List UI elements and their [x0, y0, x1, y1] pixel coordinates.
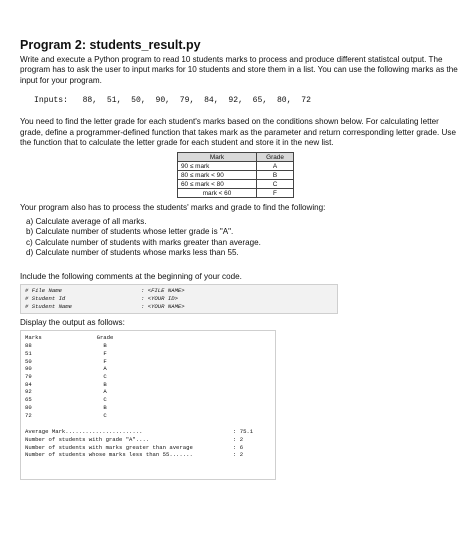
output-mark: 88	[25, 342, 32, 350]
output-row	[25, 373, 271, 381]
output-mark: 79	[25, 372, 32, 380]
grade-letter: A	[257, 162, 294, 171]
grade-range: 80 ≤ mark < 90	[178, 171, 257, 180]
page-title: Program 2: students_result.py	[20, 38, 201, 52]
summary-label: Number of students whose marks less than 55.......	[25, 451, 193, 459]
output-grade: C	[103, 396, 107, 404]
output-grade: F	[103, 357, 107, 365]
output-row	[25, 358, 271, 366]
input-value: 72	[301, 96, 311, 106]
output-grade: C	[103, 372, 107, 380]
summary-label: Average Mark.......................	[25, 428, 143, 436]
comment-line	[25, 303, 333, 311]
output-grade: C	[103, 411, 107, 419]
grade-table-header-grade: Grade	[257, 153, 294, 162]
output-mark: 90	[25, 365, 32, 373]
task-list	[20, 217, 460, 259]
comments-code-box	[20, 284, 338, 314]
task-item: a) Calculate average of all marks.	[26, 216, 147, 226]
input-value: 90,	[155, 96, 171, 106]
inputs-line	[34, 96, 460, 105]
output-row	[25, 365, 271, 373]
output-row	[25, 350, 271, 358]
output-mark: 50	[25, 357, 32, 365]
grade-table-row	[178, 189, 294, 198]
output-row	[25, 388, 271, 396]
output-label: Display the output as follows:	[20, 318, 125, 328]
summary-label: Number of students with grade "A"....	[25, 435, 150, 443]
process-intro: Your program also has to process the students' marks and grade to find the following:	[20, 203, 326, 213]
output-mark: 92	[25, 388, 32, 396]
comments-label: Include the following comments at the beginning of your code.	[20, 272, 242, 282]
output-mark: 84	[25, 380, 32, 388]
output-summary	[25, 428, 271, 459]
grade-range: 60 ≤ mark < 80	[178, 180, 257, 189]
comment-key: # File Name	[25, 287, 62, 295]
inputs-label: Inputs:	[34, 96, 68, 106]
input-value: 79,	[179, 96, 195, 106]
grade-table	[177, 152, 294, 198]
output-grade: F	[103, 349, 107, 357]
summary-label: Number of students with marks greater than average	[25, 443, 193, 451]
summary-line	[25, 451, 271, 459]
grade-instructions: You need to find the letter grade for each student's marks based on the conditions shown below. For calculating letter grade, define a programmer-defined function that takes mark as the parameter and return corresponding letter grade. Use the function that to calculate the letter grade for each student and store it in the new list.	[20, 117, 456, 148]
grade-letter: C	[257, 180, 294, 189]
output-grade: B	[103, 403, 107, 411]
grade-letter: F	[257, 189, 294, 198]
comment-line	[25, 287, 333, 295]
summary-line	[25, 444, 271, 452]
summary-line	[25, 428, 271, 436]
output-mark: 51	[25, 349, 32, 357]
grade-table-header	[178, 153, 294, 162]
intro-paragraph: Write and execute a Python program to read 10 students marks to process and produce different statistcal output. The program has to ask the user to input marks for 10 students and store them in a list. You can use the following marks as the input for your program.	[20, 55, 458, 85]
summary-value: : 2	[233, 435, 244, 443]
grade-table-row	[178, 171, 294, 180]
output-row	[25, 404, 271, 412]
output-grade: B	[103, 380, 107, 388]
comment-value: : <YOUR ID>	[141, 295, 178, 303]
comment-line	[25, 295, 333, 303]
grade-letter: B	[257, 171, 294, 180]
input-value: 51,	[106, 96, 122, 106]
grade-range: mark < 60	[178, 189, 257, 198]
summary-value: : 75.1	[233, 428, 254, 436]
output-header	[25, 334, 271, 342]
output-mark: 72	[25, 411, 32, 419]
output-mark: 80	[25, 403, 32, 411]
grade-table-row	[178, 162, 294, 171]
output-grade: A	[103, 365, 107, 373]
output-grade: B	[103, 342, 107, 350]
input-value: 50,	[131, 96, 146, 106]
output-header-grade: Grade	[96, 334, 114, 342]
task-item: d) Calculate number of students whose marks less than 55.	[26, 248, 239, 258]
comment-key: # Student Id	[25, 295, 66, 303]
comment-key: # Student Name	[25, 303, 72, 311]
output-mark: 65	[25, 396, 32, 404]
output-grade: A	[103, 388, 107, 396]
output-row	[25, 342, 271, 350]
input-value: 88,	[82, 96, 98, 106]
grade-table-row	[178, 180, 294, 189]
input-value: 84,	[204, 96, 219, 106]
output-row	[25, 381, 271, 389]
task-item: b) Calculate number of students whose letter grade is "A".	[26, 227, 234, 237]
assignment-page	[20, 38, 460, 480]
summary-line	[25, 436, 271, 444]
grade-range: 90 ≤ mark	[178, 162, 257, 171]
output-header-marks: Marks	[25, 334, 42, 342]
comment-value: : <YOUR NAME>	[141, 303, 185, 311]
sample-output-box	[20, 330, 276, 480]
comment-value: : <FILE NAME>	[141, 287, 185, 295]
summary-value: : 6	[233, 443, 244, 451]
output-row	[25, 412, 271, 420]
output-row	[25, 396, 271, 404]
summary-value: : 2	[233, 451, 244, 459]
input-value: 65,	[252, 96, 268, 106]
input-value: 92,	[228, 96, 243, 106]
input-value: 80,	[276, 96, 292, 106]
task-item: c) Calculate number of students with marks greater than average.	[26, 237, 261, 247]
grade-table-header-mark: Mark	[178, 153, 257, 162]
